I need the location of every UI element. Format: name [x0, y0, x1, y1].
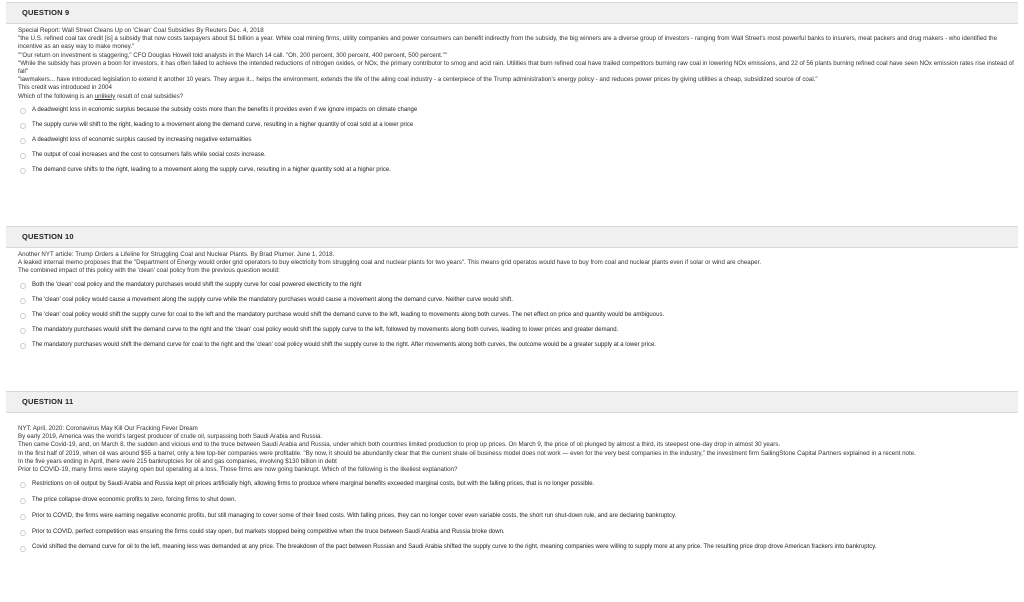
question-header: QUESTION 9 [6, 2, 1018, 24]
answer-option-label: The 'clean' coal policy would shift the supply curve for coal to the left and the mandatory purchase would shift the demand curve to the left, leading to movements along both curves. The net effect on price and quantity would be ambiguous. [32, 311, 665, 318]
answer-option-label: The 'clean' coal policy would cause a movement along the supply curve while the mandatory purchases would cause a movement along the demand curve. Neither curve would shift. [32, 296, 513, 303]
question-body [6, 24, 1018, 178]
question-text-line: Special Report: Wall Street Cleans Up on 'Clean' Coal Subsidies By Reuters Dec. 4, 2018 [18, 27, 264, 34]
question-header: QUESTION 10 [6, 226, 1018, 248]
answer-option-label: The supply curve will shift to the right, leading to a movement along the demand curve, resulting in a higher quantity of coal sold at a lower price [32, 121, 414, 128]
radio-button[interactable] [20, 328, 26, 334]
radio-button[interactable] [20, 168, 26, 174]
answer-option[interactable] [18, 133, 1018, 148]
question-text-line: In the first half of 2019, when oil was around $55 a barrel, only a few top-tier companies were profitable. "By now, it should be abundantly clear that the current shale oil business model does not work — even for the very best companies in the industry," the investment firm SailingStone Capital Partners explained in a recent note. [18, 449, 916, 457]
answer-option-label: The output of coal increases and the cost to consumers falls while social costs increase. [32, 151, 266, 158]
answer-option[interactable] [18, 338, 1018, 353]
answer-option[interactable] [18, 148, 1018, 163]
question-text-line: This credit was introduced in 2004 [18, 84, 112, 92]
answer-option-label: Both the 'clean' coal policy and the mandatory purchases would shift the supply curve for coal powered electricity to the right [32, 281, 362, 288]
answer-option[interactable] [18, 308, 1018, 323]
answer-option[interactable] [18, 278, 1018, 293]
question-10 [6, 226, 1018, 353]
radio-button[interactable] [20, 153, 26, 159]
answer-option[interactable] [18, 508, 1018, 524]
question-text-line: In the five years ending in April, there were 215 bankruptcies for oil and gas companies, involving $130 billion in debt [18, 457, 337, 465]
answer-option-label: The demand curve shifts to the right, leading to a movement along the supply curve, resulting in a higher quantity sold at a higher price. [32, 166, 391, 173]
radio-button[interactable] [20, 482, 26, 488]
answer-option[interactable] [18, 118, 1018, 133]
answer-option-label: Restrictions on oil output by Saudi Arabia and Russia kept oil prices artificially high, allowing firms to produce where marginal benefits exceeded marginal costs, but with the falling prices, that is no longer possible. [32, 481, 595, 488]
answer-option-label: A deadweight loss in economic surplus because the subsidy costs more than the benefits it provides even if we ignore impacts on climate change [32, 106, 418, 113]
answer-option-label: The price collapse drove economic profits to zero, forcing firms to shut down. [32, 497, 237, 504]
answer-option-label: Prior to COVID, perfect competition was ensuring the firms could stay open, but markets stopped being competitive when the truce between Saudi Arabia and Russia broke down. [32, 529, 505, 536]
answer-option[interactable] [18, 103, 1018, 118]
question-header: QUESTION 11 [6, 391, 1018, 413]
radio-button[interactable] [20, 530, 26, 536]
answer-option[interactable] [18, 293, 1018, 308]
answer-options [18, 278, 1018, 353]
radio-button[interactable] [20, 498, 26, 504]
answer-options [18, 103, 1018, 178]
question-11 [6, 391, 1018, 551]
question-text-line: "the U.S. refined coal tax credit [is] a subsidy that now costs taxpayers about $1 billion a year. While coal mining firms, utility companies and power consumers can benefit indirectly from the subsidy, the big winners are a diverse group of investors - ranging from Wall Street's most powerful banks to insurers, meat packers and drug makers - who identified the incentive as an easy way to make money." [18, 35, 998, 51]
radio-button[interactable] [20, 283, 26, 289]
radio-button[interactable] [20, 313, 26, 319]
radio-button[interactable] [20, 343, 26, 349]
question-body [6, 248, 1018, 353]
answer-option[interactable] [18, 540, 1018, 551]
answer-option[interactable] [18, 476, 1018, 492]
answer-option-label: Covid shifted the demand curve for oil to the left, meaning less was demanded at any price. The breakdown of the pact between Russian and Saudi Arabia shifted the supply curve to the right, meaning companies were willing to supply more at any price. The resulting price drop drove American frackers into bankruptcy. [32, 544, 877, 551]
question-9 [6, 2, 1018, 178]
question-prompt [18, 93, 1018, 101]
question-text-line: The combined impact of this policy with the 'clean' coal policy from the previous question would: [18, 267, 280, 275]
question-text-line: NYT: April, 2020: Coronavirus May Kill Our Fracking Fever Dream [18, 425, 198, 432]
question-text-line: Prior to COVID-19, many firms were staying open but operating at a loss. Those firms are now going bankrupt. Which of the following is the likeliest explanation? [18, 466, 458, 474]
question-text-line: By early 2019, America was the world's largest producer of crude oil, surpassing both Saudi Arabia and Russia. [18, 433, 323, 441]
radio-button[interactable] [20, 546, 26, 552]
prompt-text: Which of the following is an [18, 92, 95, 100]
question-text-line: Another NYT article: Trump Orders a Lifeline for Struggling Coal and Nuclear Plants. By Brad Plumer. June 1, 2018. [18, 251, 335, 258]
question-text-line: Then came Covid-19, and, on March 8, the sudden and vicious end to the truce between Saudi Arabia and Russia, under which both countries limited production to prop up prices. On March 9, the price of oil plunged by almost a third, its steepest one-day drop in almost 30 years. [18, 441, 781, 449]
question-text-line: ""Our return on investment is staggering," CFO Douglas Howell told analysts in the March 14 call. "Oh, 200 percent, 300 percent, 400 percent, 500 percent."" [18, 51, 447, 59]
answer-option-label: The mandatory purchases would shift the demand curve to the right and the 'clean' coal policy would shift the supply curve to the left, followed by movements along both curves, leading to lower prices and greater demand. [32, 326, 619, 333]
question-text-line: A leaked internal memo proposes that the "Department of Energy would order grid operators to buy electricity from struggling coal and nuclear plants for two years". This means grid operatos would have to buy from coal and nuclear plants even if solar or wind are cheaper. [18, 259, 762, 267]
answer-option[interactable] [18, 163, 1018, 178]
question-body [6, 413, 1018, 551]
radio-button[interactable] [20, 138, 26, 144]
prompt-underlined-word: unlikely [94, 92, 116, 100]
radio-button[interactable] [20, 514, 26, 520]
radio-button[interactable] [20, 298, 26, 304]
answer-option-label: A deadweight loss of economic surplus caused by increasing negative externalities [32, 136, 252, 143]
radio-button[interactable] [20, 108, 26, 114]
question-text-line: "While the subsidy has proven a boon for investors, it has often failed to achieve the intended reductions of nitrogen oxides, or NOx, the primary contributor to smog and acid rain. Utilities that burn refined coal have trailed competitors burning raw coal in lowering NOx emissions, and 22 of 56 plants burning refined coal have seen NOx emission rates rise instead of fall" [18, 59, 1014, 76]
answer-option[interactable] [18, 492, 1018, 508]
answer-option[interactable] [18, 323, 1018, 338]
answer-options [18, 476, 1018, 551]
answer-option-label: The mandatory purchases would shift the demand curve for coal to the right and the 'clean' coal policy would shift the supply curve to the right. After movements along both curves, the outcome would be a greater supply at a lower price. [32, 341, 656, 348]
answer-option-label: Prior to COVID, the firms were earning negative economic profits, but still managing to cover some of their fixed costs. With falling prices, they can no longer cover even variable costs, the short run shut-down rule, and are declaring bankruptcy. [32, 513, 677, 520]
prompt-text: result of coal subsidies? [115, 92, 184, 100]
question-text-line: "lawmakers... have introduced legislation to extend it another 10 years. They argue it... helps the environment, extends the life of the ailing coal industry - a centerpiece of the Trump administration's energy policy - and reduces power prices by giving utilities a cheap, subsidized source of coal." [18, 76, 818, 84]
radio-button[interactable] [20, 123, 26, 129]
answer-option[interactable] [18, 524, 1018, 540]
